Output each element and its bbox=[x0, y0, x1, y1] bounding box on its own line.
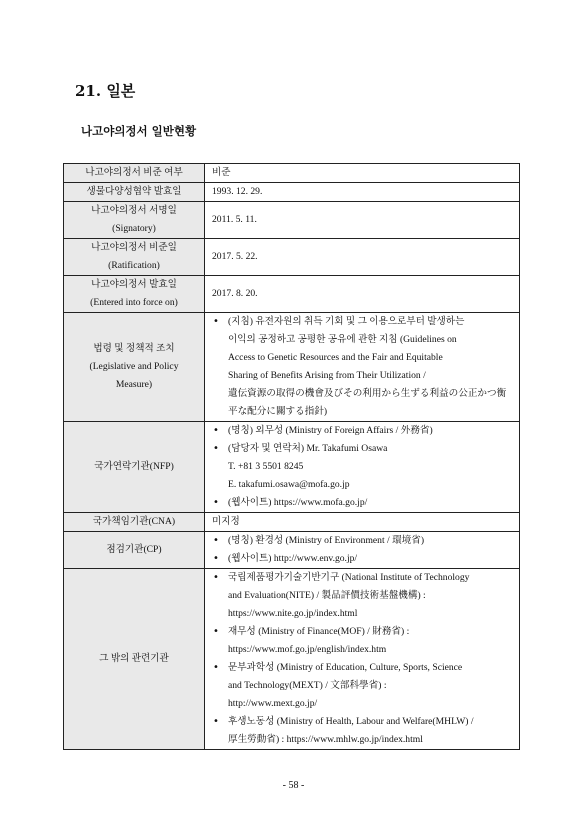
text-line: 平な配分に關する指針) bbox=[228, 406, 328, 417]
row-value: 미지정 bbox=[205, 513, 520, 532]
text-line: • (웹사이트) https://www.mofa.go.jp/ bbox=[228, 497, 368, 508]
bullet-item bbox=[212, 569, 514, 623]
row-label-en: (Signatory) bbox=[112, 223, 156, 234]
general-status-table bbox=[63, 163, 520, 750]
text-line: • (명칭) 환경성 (Ministry of Environment / 環境省) bbox=[228, 535, 425, 546]
text-line: • (지침) 유전자원의 취득 기회 및 그 이용으로부터 발생하는 bbox=[228, 316, 465, 327]
bullet-item bbox=[212, 713, 514, 749]
row-label: 점검기관(CP) bbox=[64, 532, 205, 569]
table-row-ratification-status bbox=[64, 164, 520, 183]
text-line: • (웹사이트) http://www.env.go.jp/ bbox=[228, 553, 358, 564]
row-label: 국가책임기관(CNA) bbox=[64, 513, 205, 532]
row-label: 나고야의정서 비준 여부 bbox=[64, 164, 205, 183]
text-line: Sharing of Benefits Arising from Their Utilization / bbox=[228, 370, 426, 381]
row-label-en: (Ratification) bbox=[108, 260, 160, 271]
row-label-ko: 나고야의정서 발효일 bbox=[91, 279, 177, 290]
text-line: http://www.mext.go.jp/ bbox=[228, 698, 318, 709]
bullet-item bbox=[212, 440, 514, 494]
row-value bbox=[205, 313, 520, 422]
table-row-cbd-entry bbox=[64, 183, 520, 202]
bullet-item bbox=[212, 659, 514, 713]
row-label: 그 밖의 관련기관 bbox=[64, 569, 205, 750]
text-line: and Evaluation(NITE) / 製品評價技術基盤機構) : bbox=[228, 590, 426, 601]
table-row-ratification bbox=[64, 239, 520, 276]
row-value bbox=[205, 569, 520, 750]
bullet-item bbox=[212, 313, 514, 421]
text-line: • 문부과학성 (Ministry of Education, Culture, Sports, Science bbox=[228, 662, 463, 673]
row-label bbox=[64, 239, 205, 276]
table-row-legislative bbox=[64, 313, 520, 422]
table-row-nfp bbox=[64, 422, 520, 513]
page-number: - 58 - bbox=[282, 780, 305, 791]
bullet-list bbox=[212, 532, 514, 568]
row-value: 비준 bbox=[205, 164, 520, 183]
row-value bbox=[205, 532, 520, 569]
bullet-item bbox=[212, 532, 514, 550]
bullet-item bbox=[212, 550, 514, 568]
text-line: T. +81 3 5501 8245 bbox=[228, 461, 304, 472]
row-value: 2017. 8. 20. bbox=[205, 276, 520, 313]
table-row-cna bbox=[64, 513, 520, 532]
text-line: E. takafumi.osawa@mofa.go.jp bbox=[228, 479, 350, 490]
row-value bbox=[205, 422, 520, 513]
row-label: 국가연락기관(NFP) bbox=[64, 422, 205, 513]
bullet-list bbox=[212, 569, 514, 749]
row-label bbox=[64, 313, 205, 422]
row-label bbox=[64, 276, 205, 313]
text-line: 遺伝資源の取得の機會及びその利用から生ずる利益の公正かつ衡 bbox=[228, 388, 507, 399]
row-value: 2017. 5. 22. bbox=[205, 239, 520, 276]
text-line: https://www.nite.go.jp/index.html bbox=[228, 608, 358, 619]
row-value: 1993. 12. 29. bbox=[205, 183, 520, 202]
bullet-item bbox=[212, 422, 514, 440]
row-label-ko: 나고야의정서 비준일 bbox=[91, 242, 177, 253]
bullet-item bbox=[212, 623, 514, 659]
text-line: 厚生勞動省) : https://www.mhlw.go.jp/index.html bbox=[228, 734, 423, 745]
table-row-entry-into-force bbox=[64, 276, 520, 313]
row-label-ko: 나고야의정서 서명일 bbox=[91, 205, 177, 216]
text-line: Access to Genetic Resources and the Fair and Equitable bbox=[228, 352, 443, 363]
text-line: https://www.mof.go.jp/english/index.htm bbox=[228, 644, 387, 655]
row-label-line: (Legislative and Policy bbox=[89, 361, 179, 372]
text-line: • 후생노동성 (Ministry of Health, Labour and Welfare(MHLW) / bbox=[228, 716, 474, 727]
row-label-en: (Entered into force on) bbox=[90, 297, 178, 308]
table-row-cp bbox=[64, 532, 520, 569]
row-label bbox=[64, 202, 205, 239]
section-heading: 나고야의정서 일반현황 bbox=[81, 124, 197, 138]
row-label-line: Measure) bbox=[115, 379, 153, 390]
text-line: • 국립제품평가기술기반기구 (National Institute of Technology bbox=[228, 572, 470, 583]
text-line: 이익의 공정하고 공평한 공유에 관한 지침 (Guidelines on bbox=[228, 334, 457, 345]
row-value: 2011. 5. 11. bbox=[205, 202, 520, 239]
bullet-list bbox=[212, 422, 514, 512]
bullet-item bbox=[212, 494, 514, 512]
bullet-list bbox=[212, 313, 514, 421]
row-label-line: 법령 및 정책적 조치 bbox=[93, 343, 175, 354]
text-line: • 재무성 (Ministry of Finance(MOF) / 財務省) : bbox=[228, 626, 410, 637]
text-line: and Technology(MEXT) / 文部科學省) : bbox=[228, 680, 387, 691]
text-line: • (명칭) 외무성 (Ministry of Foreign Affairs / 外務省) bbox=[228, 425, 433, 436]
page-heading: 21. 일본 bbox=[75, 82, 136, 100]
text-line: • (담당자 및 연락처) Mr. Takafumi Osawa bbox=[228, 443, 388, 454]
table-row-signatory bbox=[64, 202, 520, 239]
table-row-other-agencies bbox=[64, 569, 520, 750]
row-label: 생물다양성협약 발효일 bbox=[64, 183, 205, 202]
